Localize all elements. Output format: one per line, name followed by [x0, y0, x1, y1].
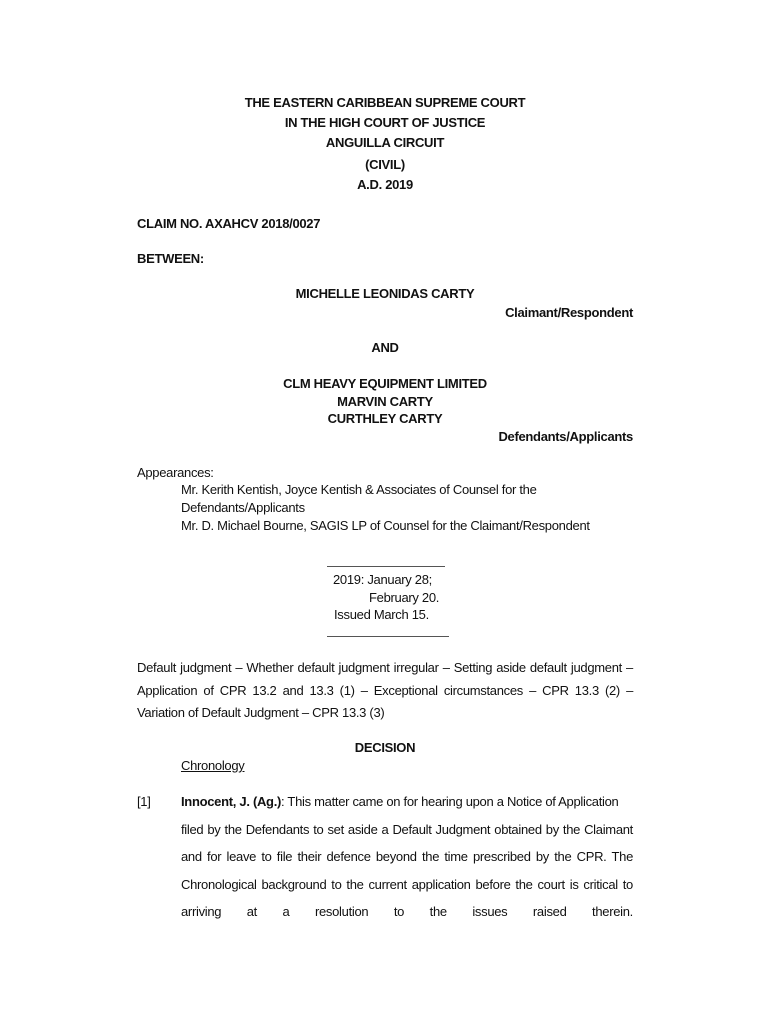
appearance-line: Defendants/Applicants [181, 500, 305, 515]
paragraph-first-line [181, 794, 633, 810]
paragraph-line: Chronological background to the current application before the court is critical to [181, 877, 633, 892]
issued-date: Issued March 15. [334, 607, 429, 622]
decision-heading: DECISION [354, 740, 416, 755]
bottom-divider [327, 636, 449, 637]
defendants-role: Defendants/Applicants [498, 429, 633, 444]
defendant-name: CURTHLEY CARTY [327, 411, 443, 426]
claimant-name: MICHELLE LEONIDAS CARTY [295, 286, 475, 301]
paragraph-line: arriving at a resolution to the issues raised therein. [181, 904, 633, 919]
court-jurisdiction: (CIVIL) [365, 157, 405, 172]
and-label: AND [371, 340, 399, 355]
appearance-line: Mr. D. Michael Bourne, SAGIS LP of Counsel for the Claimant/Respondent [181, 518, 590, 533]
judge-name: Innocent, J. (Ag.) [181, 794, 282, 809]
appearances-label: Appearances: [137, 465, 214, 480]
court-division: IN THE HIGH COURT OF JUSTICE [284, 115, 486, 130]
catchwords-line: Variation of Default Judgment – CPR 13.3 (3) [137, 705, 385, 720]
paragraph-line: filed by the Defendants to set aside a Default Judgment obtained by the Claimant [181, 822, 633, 837]
court-circuit: ANGUILLA CIRCUIT [325, 135, 445, 150]
hearing-date: 2019: January 28; [333, 572, 432, 587]
defendant-name: MARVIN CARTY [337, 394, 433, 409]
top-divider [327, 566, 445, 567]
catchwords-line: Default judgment – Whether default judgment irregular – Setting aside default judgment – [137, 660, 633, 675]
paragraph-number: [1] [137, 794, 151, 809]
paragraph-line: and for leave to file their defence beyond the time prescribed by the CPR. The [181, 849, 633, 864]
court-year: A.D. 2019 [357, 177, 413, 192]
appearance-line: Mr. Kerith Kentish, Joyce Kentish & Associates of Counsel for the [181, 482, 537, 497]
catchwords-line: Application of CPR 13.2 and 13.3 (1) – Exceptional circumstances – CPR 13.3 (2) – [137, 683, 633, 698]
section-heading: Chronology [181, 758, 245, 773]
paragraph-text: : This matter came on for hearing upon a Notice of Application [281, 794, 619, 809]
between-label: BETWEEN: [137, 251, 204, 266]
court-name: THE EASTERN CARIBBEAN SUPREME COURT [244, 95, 526, 110]
hearing-date: February 20. [369, 590, 440, 605]
claimant-role: Claimant/Respondent [505, 305, 633, 320]
defendant-name: CLM HEAVY EQUIPMENT LIMITED [283, 376, 487, 391]
claim-number: CLAIM NO. AXAHCV 2018/0027 [137, 216, 321, 231]
